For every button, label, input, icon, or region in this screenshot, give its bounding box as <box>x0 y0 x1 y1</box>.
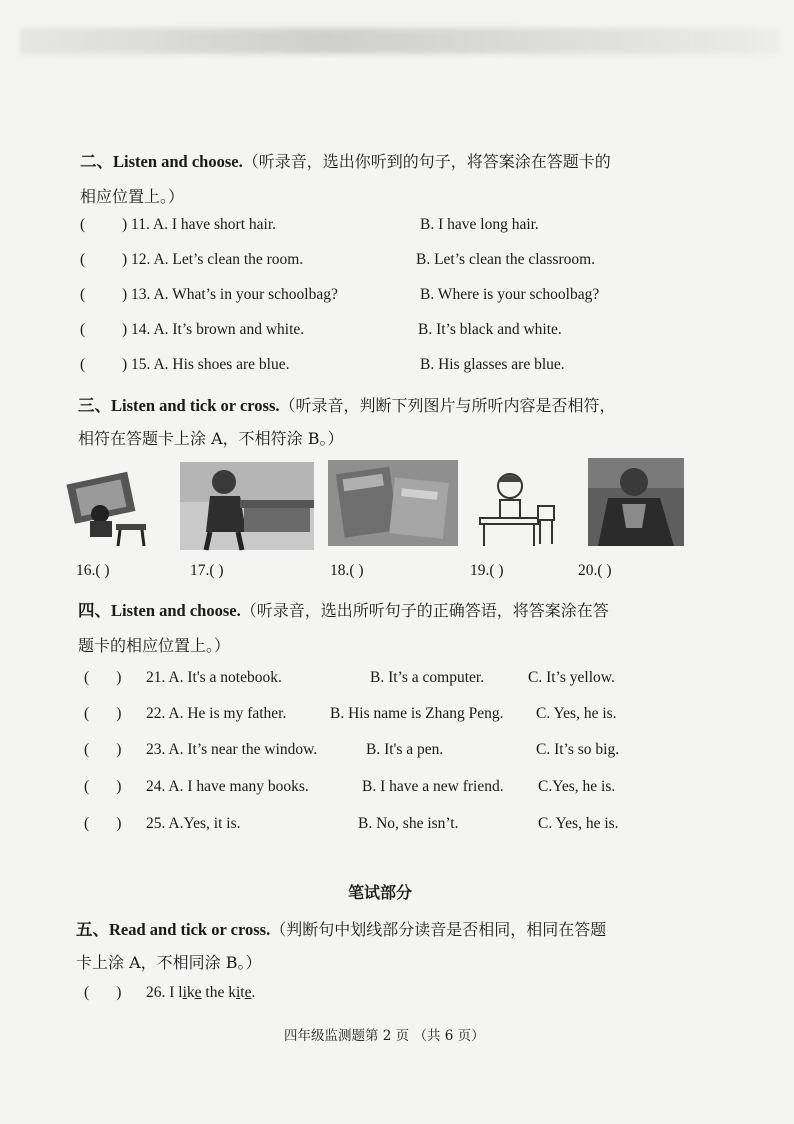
q23-option-b: B. It's a pen. <box>366 741 444 758</box>
q26-text-pre: I l <box>169 984 183 1001</box>
question-14[interactable] <box>80 321 304 339</box>
q24-option-b: B. I have a new friend. <box>362 778 504 795</box>
section4-title-bold: 四、Listen and choose. <box>78 601 241 620</box>
section5-title-line2: 卡上涂 A，不相同涂 B。） <box>76 953 262 972</box>
answer-paren[interactable]: ( <box>80 251 86 268</box>
answer-16[interactable]: 16.( ) <box>76 562 110 579</box>
q22-option-b: B. His name is Zhang Peng. <box>330 705 504 722</box>
answer-19[interactable]: 19.( ) <box>470 562 504 579</box>
section2-title <box>80 148 611 172</box>
question-11[interactable] <box>80 216 276 234</box>
section3-title-rest: （听录音，判断下列图片与所听内容是否相符， <box>279 396 616 415</box>
option-a: A.Yes, it is. <box>168 815 241 832</box>
q26-text-mid1: k <box>186 984 195 1001</box>
answer-paren-close: ) <box>122 321 128 338</box>
question-number: 12. <box>131 251 151 268</box>
q24-option-c: C.Yes, he is. <box>538 778 616 795</box>
picture-18-books <box>328 460 458 550</box>
question-23-paren[interactable]: ( ) <box>84 741 122 758</box>
q21-number <box>146 669 282 687</box>
q25-option-b: B. No, she isn’t. <box>358 815 459 832</box>
q24-number <box>146 778 309 796</box>
question-number: 14. <box>131 321 151 338</box>
q22-option-c: C. Yes, he is. <box>536 705 617 722</box>
picture-19-girl-cleaning-desk <box>474 468 558 558</box>
q26-underline-1: i <box>182 984 187 1001</box>
section5-title-bold: 五、Read and tick or cross. <box>76 920 271 939</box>
section3-title-bold: 三、Listen and tick or cross. <box>78 396 280 415</box>
section2-title-bold: 二、Listen and choose. <box>80 152 243 171</box>
question-number: 26. <box>146 984 166 1001</box>
question-number: 15. <box>131 356 151 373</box>
q22-number <box>146 705 286 723</box>
question-13[interactable] <box>80 286 338 304</box>
question-26-paren[interactable]: ( ) <box>84 984 122 1001</box>
q23-number <box>146 741 317 759</box>
answer-paren[interactable]: ( <box>80 216 86 233</box>
question-22-paren[interactable]: ( ) <box>84 705 122 722</box>
question-number: 23. <box>146 741 166 758</box>
q12-option-b: B. Let’s clean the classroom. <box>416 251 596 268</box>
option-a: A. I have short hair. <box>152 216 276 233</box>
picture-17-boy-at-desk <box>180 462 314 552</box>
section4-title <box>78 597 609 621</box>
picture-16-boy-with-computer <box>60 466 156 556</box>
section2-title-line2: 相应位置上。） <box>80 187 185 206</box>
scan-shadow-band <box>20 28 780 54</box>
question-number: 25. <box>146 815 166 832</box>
question-26 <box>146 984 255 1002</box>
question-24-paren[interactable]: ( ) <box>84 778 122 795</box>
q26-underline-3: i <box>235 984 241 1001</box>
option-a: A. His shoes are blue. <box>153 356 290 373</box>
written-part-title: 笔试部分 <box>348 883 413 902</box>
q21-option-c: C. It’s yellow. <box>528 669 615 686</box>
option-a: A. It's a notebook. <box>168 669 282 686</box>
q26-underline-4: e <box>244 984 252 1001</box>
q11-option-b: B. I have long hair. <box>420 216 539 233</box>
section4-title-rest: （听录音，选出所听句子的正确答语，将答案涂在答 <box>240 601 609 620</box>
option-a: A. It’s near the window. <box>168 741 318 758</box>
answer-paren-close: ) <box>122 216 128 233</box>
answer-paren-close: ) <box>122 356 128 373</box>
q26-underline-2: e <box>194 984 202 1001</box>
page-footer: 四年级监测题第 2 页 （共 6 页） <box>284 1028 485 1044</box>
question-number: 11. <box>131 216 150 233</box>
answer-paren-close: ) <box>122 286 128 303</box>
q25-number <box>146 815 240 833</box>
question-number: 13. <box>131 286 151 303</box>
answer-20[interactable]: 20.( ) <box>578 562 612 579</box>
section4-title-line2: 题卡的相应位置上。） <box>78 636 231 655</box>
section2-title-rest: （听录音，选出你听到的句子，将答案涂在答题卡的 <box>242 152 611 171</box>
answer-paren[interactable]: ( <box>80 356 86 373</box>
section3-title <box>78 392 616 416</box>
answer-17[interactable]: 17.( ) <box>190 562 224 579</box>
option-a: A. What’s in your schoolbag? <box>153 286 338 303</box>
q15-option-b: B. His glasses are blue. <box>420 356 565 373</box>
option-a: A. I have many books. <box>168 778 309 795</box>
q23-option-c: C. It’s so big. <box>536 741 620 758</box>
section3-title-line2: 相符在答题卡上涂 A，不相符涂 B。） <box>78 429 344 448</box>
section5-title-rest: （判断句中划线部分读音是否相同，相同在答题 <box>270 920 607 939</box>
q26-text-mid2: the k <box>201 984 236 1001</box>
question-12[interactable] <box>80 251 303 269</box>
picture-20-woman-portrait <box>588 458 684 548</box>
question-number: 22. <box>146 705 166 722</box>
q26-text-mid3: t <box>240 984 245 1001</box>
q21-option-b: B. It’s a computer. <box>370 669 485 686</box>
q13-option-b: B. Where is your schoolbag? <box>420 286 600 303</box>
question-21-paren[interactable]: ( ) <box>84 669 122 686</box>
option-a: A. Let’s clean the room. <box>153 251 304 268</box>
q26-text-end: . <box>251 984 256 1001</box>
answer-paren[interactable]: ( <box>80 321 86 338</box>
option-a: A. He is my father. <box>168 705 287 722</box>
q14-option-b: B. It’s black and white. <box>418 321 562 338</box>
answer-paren[interactable]: ( <box>80 286 86 303</box>
question-25-paren[interactable]: ( ) <box>84 815 122 832</box>
q25-option-c: C. Yes, he is. <box>538 815 619 832</box>
question-15[interactable] <box>80 356 289 374</box>
answer-18[interactable]: 18.( ) <box>330 562 364 579</box>
option-a: A. It’s brown and white. <box>153 321 305 338</box>
question-number: 21. <box>146 669 166 686</box>
answer-paren-close: ) <box>122 251 128 268</box>
section5-title <box>76 916 606 940</box>
question-number: 24. <box>146 778 166 795</box>
